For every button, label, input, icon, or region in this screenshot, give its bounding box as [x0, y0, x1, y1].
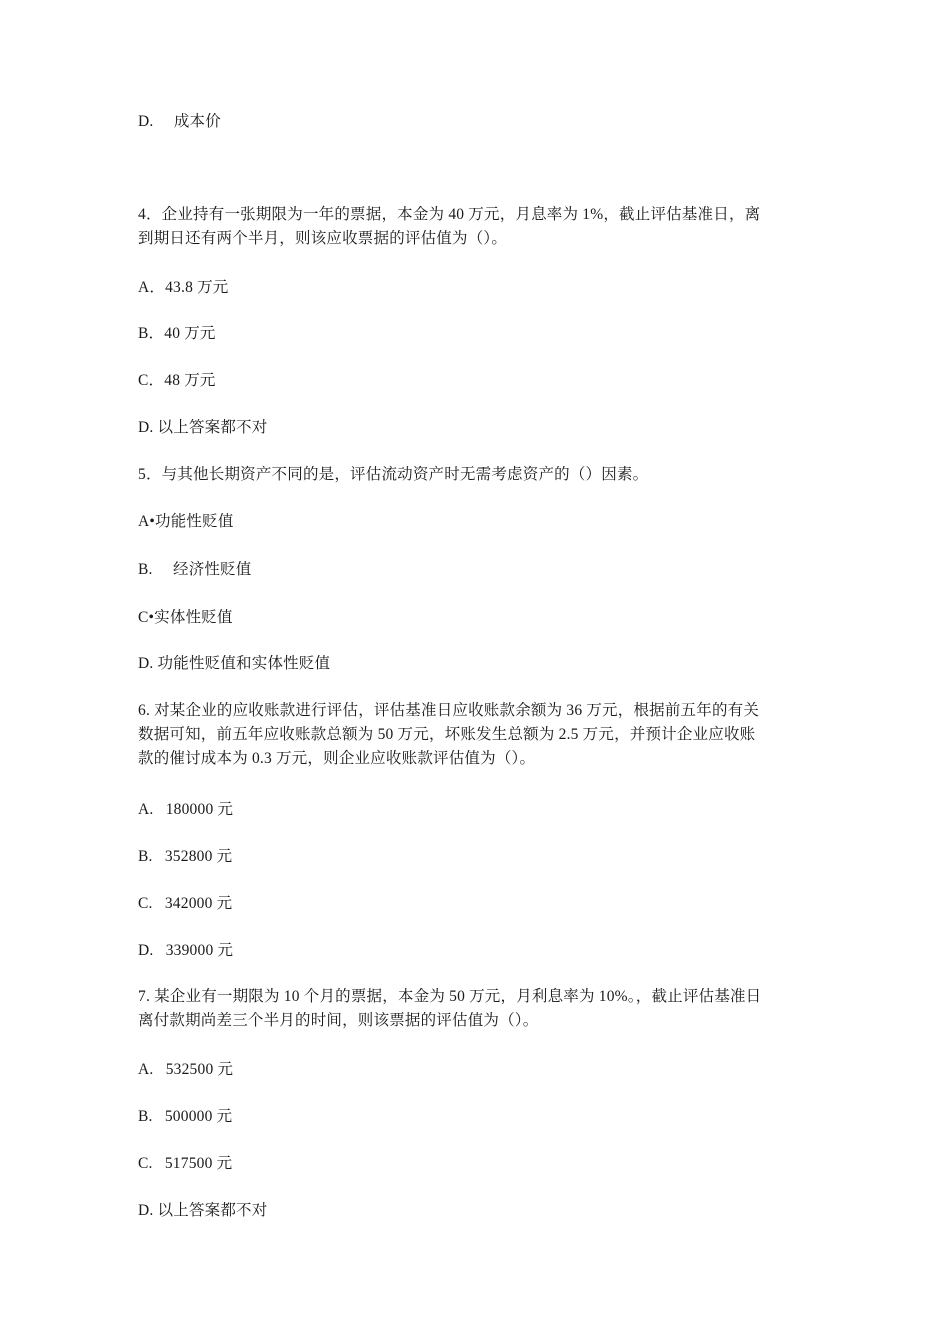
q7-question-line: 7. 某企业有一期限为 10 个月的票据，本金为 50 万元，月利息率为 10%。，截止评估基准日	[138, 988, 762, 1005]
q4-option-b: B．40 万元	[138, 325, 216, 342]
q7-option-c: C. 517500 元	[138, 1155, 233, 1172]
q4-question	[138, 203, 814, 251]
q4-option-d: D. 以上答案都不对	[138, 419, 268, 436]
q4-question-line: 4．企业持有一张期限为一年的票据，本金为 40 万元，月息率为 1%，截止评估基准日，离	[138, 206, 761, 223]
q6-option-a: A. 180000 元	[138, 801, 234, 818]
q5-option-d: D. 功能性贬值和实体性贬值	[138, 655, 331, 672]
q6-option-c: C. 342000 元	[138, 895, 233, 912]
q5-option-c: C•实体性贬值	[138, 609, 233, 626]
q6-option-b: B. 352800 元	[138, 848, 233, 865]
q7-question-line: 离付款期尚差三个半月的时间，则该票据的评估值为（）。	[138, 1012, 539, 1029]
q5-question: 5．与其他长期资产不同的是，评估流动资产时无需考虑资产的（）因素。	[138, 466, 649, 483]
q5-option-b: B. 经济性贬值	[138, 561, 252, 578]
q6-question	[138, 699, 814, 771]
q4-option-c: C．48 万元	[138, 372, 216, 389]
q5-option-a: A•功能性贬值	[138, 513, 234, 530]
q6-question-line: 6. 对某企业的应收账款进行评估，评估基准日应收账款余额为 36 万元，根据前五年的有关	[138, 702, 760, 719]
q4-option-a: A．43.8 万元	[138, 279, 229, 296]
q7-option-b: B. 500000 元	[138, 1108, 233, 1125]
q3-option-d: D. 成本价	[138, 113, 221, 130]
q6-question-line: 数据可知，前五年应收账款总额为 50 万元，坏账发生总额为 2.5 万元，并预计企业应收账	[138, 726, 756, 743]
q4-question-line: 到期日还有两个半月，则该应收票据的评估值为（）。	[138, 230, 508, 247]
q7-question	[138, 985, 814, 1033]
q7-option-d: D. 以上答案都不对	[138, 1202, 268, 1219]
q7-option-a: A. 532500 元	[138, 1061, 234, 1078]
q6-question-line: 款的催讨成本为 0.3 万元，则企业应收账款评估值为（）。	[138, 750, 536, 767]
q6-option-d: D. 339000 元	[138, 942, 234, 959]
